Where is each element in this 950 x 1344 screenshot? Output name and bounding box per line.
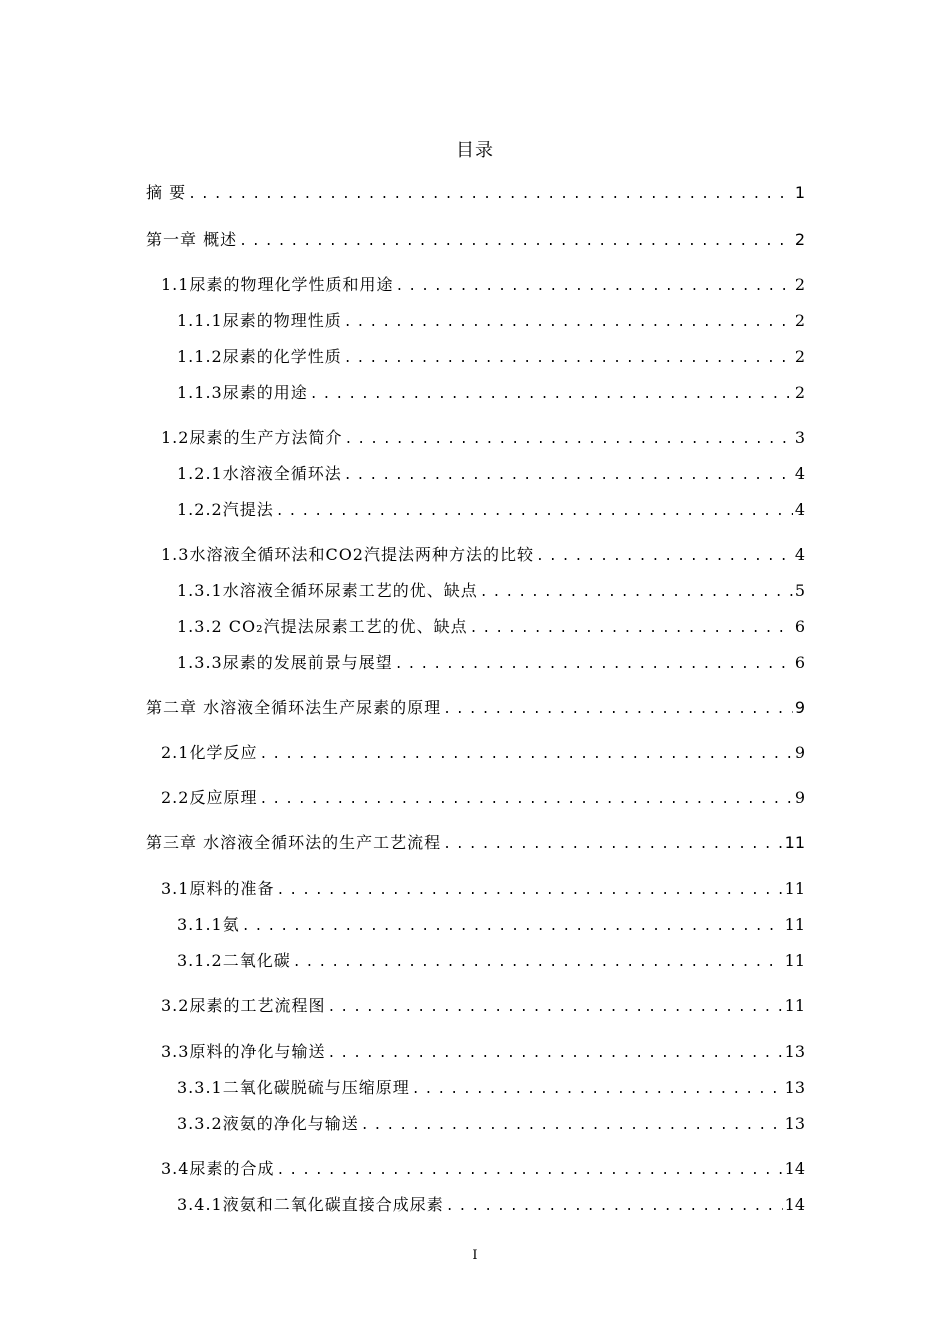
toc-entry-page: 11 <box>784 879 805 898</box>
toc-leader-dots <box>412 1082 783 1097</box>
toc-entry-page: 11 <box>784 951 805 970</box>
toc-entry-page: 4 <box>794 500 805 519</box>
toc-entry[interactable] <box>146 695 805 718</box>
toc-entry-page: 13 <box>784 1114 805 1133</box>
toc-entry-label: 1.3.1水溶液全循环尿素工艺的优、缺点 <box>177 581 478 600</box>
toc-entry[interactable] <box>161 785 805 808</box>
toc-entry[interactable] <box>177 1075 805 1098</box>
toc-entry-label: 3.3原料的净化与输送 <box>161 1042 326 1061</box>
toc-entry-label: 1.1尿素的物理化学性质和用途 <box>161 275 394 294</box>
toc-entry-label: 第一章 概述 <box>146 230 238 249</box>
toc-entry[interactable] <box>177 461 805 484</box>
toc-entry-label: 3.4.1液氨和二氧化碳直接合成尿素 <box>177 1195 444 1214</box>
toc-entry[interactable] <box>146 227 805 250</box>
toc-entry-label: 2.2反应原理 <box>161 788 258 807</box>
toc-entry-page: 6 <box>794 653 805 672</box>
toc-leader-dots <box>293 955 783 970</box>
toc-entry-label: 1.1.3尿素的用途 <box>177 383 308 402</box>
toc-entry-label: 1.3.2 CO₂汽提法尿素工艺的优、缺点 <box>177 617 468 636</box>
toc-leader-dots <box>395 657 793 672</box>
toc-entry-page: 2 <box>794 230 805 249</box>
toc-leader-dots <box>242 919 783 934</box>
toc-entry-label: 1.3.3尿素的发展前景与展望 <box>177 653 393 672</box>
toc-entry[interactable] <box>146 180 805 203</box>
toc-entry[interactable] <box>177 344 805 367</box>
toc-entry[interactable] <box>161 876 805 899</box>
toc-entry[interactable] <box>177 380 805 403</box>
toc-entry-page: 9 <box>794 743 805 762</box>
toc-entry-page: 14 <box>784 1195 805 1214</box>
toc-entry[interactable] <box>177 308 805 331</box>
toc-entry-page: 11 <box>784 833 805 852</box>
toc-entry-label: 1.2.1水溶液全循环法 <box>177 464 342 483</box>
toc-leader-dots <box>443 837 783 852</box>
toc-entry[interactable] <box>177 1111 805 1134</box>
toc-leader-dots <box>259 792 792 807</box>
toc-entry[interactable] <box>146 830 805 853</box>
toc-entry-label: 2.1化学反应 <box>161 743 258 762</box>
toc-entry-page: 14 <box>784 1159 805 1178</box>
toc-leader-dots <box>310 387 793 402</box>
toc-entry-label: 3.3.2液氨的净化与输送 <box>177 1114 359 1133</box>
toc-entry[interactable] <box>161 740 805 763</box>
toc-leader-dots <box>361 1118 783 1133</box>
toc-entry-page: 2 <box>794 383 805 402</box>
toc-entry-label: 3.1.1氨 <box>177 915 240 934</box>
toc-leader-dots <box>259 747 792 762</box>
toc-entry-page: 2 <box>794 311 805 330</box>
toc-leader-dots <box>536 549 793 564</box>
toc-entry-page: 1 <box>794 183 805 202</box>
toc-entry-page: 3 <box>794 428 805 447</box>
toc-entry[interactable] <box>161 1039 805 1062</box>
toc-leader-dots <box>344 432 792 447</box>
toc-leader-dots <box>480 585 793 600</box>
toc-entry-page: 9 <box>794 788 805 807</box>
toc-entry[interactable] <box>161 993 805 1016</box>
toc-entry-page: 9 <box>794 698 805 717</box>
toc-entry-page: 13 <box>784 1042 805 1061</box>
toc-entry[interactable] <box>177 497 805 520</box>
toc-entry[interactable] <box>177 614 805 637</box>
toc-entry[interactable] <box>177 912 805 935</box>
toc-entry-page: 4 <box>794 464 805 483</box>
toc-entry-page: 5 <box>794 581 805 600</box>
toc-entry[interactable] <box>177 948 805 971</box>
toc-leader-dots <box>395 279 792 294</box>
toc-leader-dots <box>446 1199 783 1214</box>
toc-entry[interactable] <box>177 1192 805 1215</box>
toc-entry-label: 3.1原料的准备 <box>161 879 275 898</box>
toc-entry-label: 3.1.2二氧化碳 <box>177 951 291 970</box>
toc-leader-dots <box>188 187 793 202</box>
toc-entry-label: 1.1.1尿素的物理性质 <box>177 311 342 330</box>
toc-leader-dots <box>327 1000 782 1015</box>
toc-entry-label: 第三章 水溶液全循环法的生产工艺流程 <box>146 833 442 852</box>
toc-entry-label: 3.4尿素的合成 <box>161 1159 275 1178</box>
toc-entry[interactable] <box>177 578 805 601</box>
toc-leader-dots <box>276 1163 782 1178</box>
toc-entry-label: 1.3水溶液全循环法和CO2汽提法两种方法的比较 <box>161 545 534 564</box>
toc-entry[interactable] <box>161 272 805 295</box>
toc-leader-dots <box>344 315 793 330</box>
toc-entry-label: 3.2尿素的工艺流程图 <box>161 996 326 1015</box>
toc-entry[interactable] <box>161 542 805 565</box>
toc-leader-dots <box>344 468 793 483</box>
toc-leader-dots <box>276 883 782 898</box>
toc-entry[interactable] <box>177 650 805 673</box>
toc-entry-page: 2 <box>794 347 805 366</box>
toc-entry-label: 第二章 水溶液全循环法生产尿素的原理 <box>146 698 442 717</box>
toc-entry-page: 6 <box>794 617 805 636</box>
toc-entry-page: 11 <box>784 915 805 934</box>
toc-entry-label: 3.3.1二氧化碳脱硫与压缩原理 <box>177 1078 410 1097</box>
toc-entry-page: 2 <box>794 275 805 294</box>
toc-entry-label: 1.2.2汽提法 <box>177 500 274 519</box>
toc-entry[interactable] <box>161 425 805 448</box>
toc-entry-label: 1.2尿素的生产方法简介 <box>161 428 343 447</box>
toc-leader-dots <box>239 234 793 249</box>
page-number: I <box>472 1248 478 1263</box>
toc-entry-page: 11 <box>784 996 805 1015</box>
toc-leader-dots <box>344 351 793 366</box>
toc-leader-dots <box>327 1046 782 1061</box>
toc-entry-label: 摘 要 <box>146 183 187 202</box>
toc-leader-dots <box>443 702 793 717</box>
toc-leader-dots <box>470 621 793 636</box>
toc-entry-label: 1.1.2尿素的化学性质 <box>177 347 342 366</box>
toc-leader-dots <box>276 504 793 519</box>
page-title: 目录 <box>456 140 494 161</box>
toc-entry-page: 4 <box>794 545 805 564</box>
toc-entry[interactable] <box>161 1156 805 1179</box>
toc-entry-page: 13 <box>784 1078 805 1097</box>
